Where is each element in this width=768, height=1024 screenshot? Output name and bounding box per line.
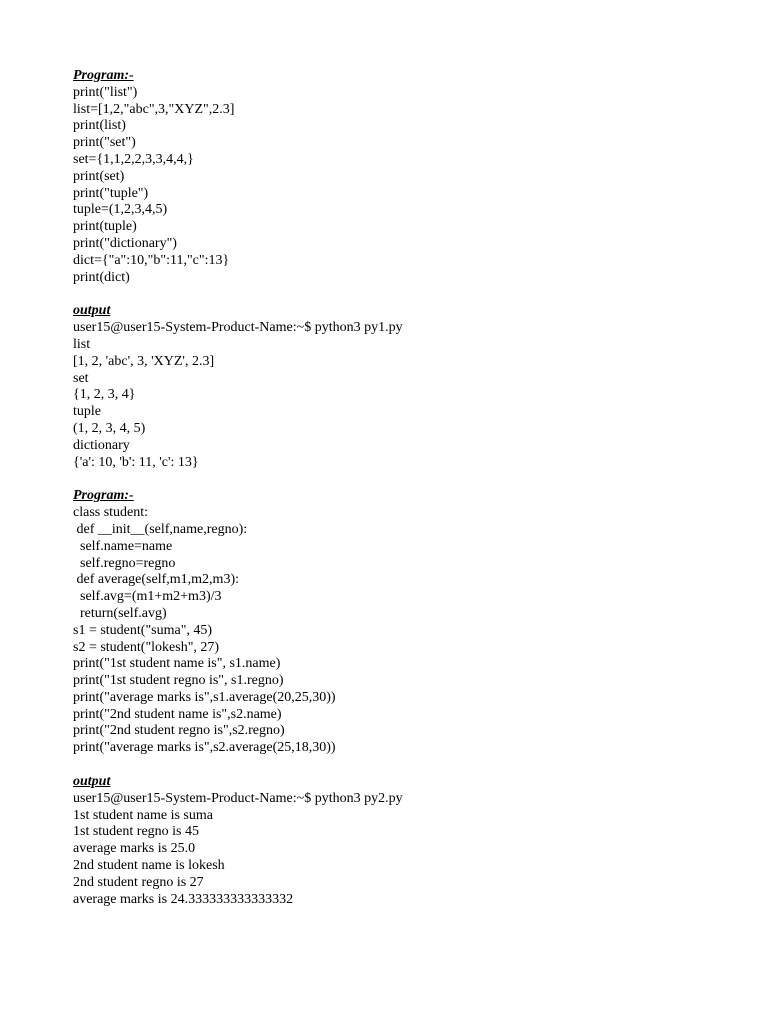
output-line: tuple [73,404,101,420]
output-line: (1, 2, 3, 4, 5) [73,420,146,436]
output-line: [1, 2, 'abc', 3, 'XYZ', 2.3] [73,353,215,369]
code-line: self.avg=(m1+m2+m3)/3 [73,589,222,605]
output-line: user15@user15-System-Product-Name:~$ python3 py2.py [73,790,403,806]
output-line: set [73,370,89,386]
code-line: print(list) [73,118,126,134]
code-line: s1 = student("suma", 45) [73,622,213,638]
section-heading: output [73,303,111,319]
code-line: set={1,1,2,2,3,3,4,4,} [73,151,194,167]
code-line: def __init__(self,name,regno): [73,521,248,537]
output-line: {'a': 10, 'b': 11, 'c': 13} [73,454,199,470]
code-line: print("set") [73,135,136,151]
program-section-1 [73,68,733,286]
code-line: self.name=name [73,538,173,554]
code-line: class student: [73,505,149,521]
code-line: print("average marks is",s1.average(20,25,30)) [73,689,336,705]
code-line: print(set) [73,168,125,184]
output-line: list [73,336,91,352]
code-line: list=[1,2,"abc",3,"XYZ",2.3] [73,101,235,117]
output-line: {1, 2, 3, 4} [73,387,136,403]
code-line: return(self.avg) [73,605,167,621]
output-section-2 [73,774,733,908]
code-line: dict={"a":10,"b":11,"c":13} [73,252,230,268]
output-line: user15@user15-System-Product-Name:~$ python3 py1.py [73,320,403,336]
program-section-2 [73,488,733,757]
code-line: print(dict) [73,269,130,285]
code-line: def average(self,m1,m2,m3): [73,572,239,588]
output-line: 2nd student name is lokesh [73,858,225,874]
section-heading: output [73,774,111,790]
output-line: 2nd student regno is 27 [73,874,204,890]
section-heading: Program:- [73,68,134,83]
document-page [73,68,733,908]
output-line: average marks is 24.333333333333332 [73,891,294,907]
code-line: print("2nd student name is",s2.name) [73,706,282,722]
output-line: 1st student name is suma [73,807,213,823]
code-line: print("1st student name is", s1.name) [73,656,281,672]
code-line: s2 = student("lokesh", 27) [73,639,220,655]
output-line: average marks is 25.0 [73,841,196,857]
code-line: print(tuple) [73,219,137,235]
section-heading: Program:- [73,488,134,504]
code-line: print("dictionary") [73,235,177,251]
code-line: tuple=(1,2,3,4,5) [73,202,168,218]
code-line: print("1st student regno is", s1.regno) [73,673,284,689]
code-line: print("tuple") [73,185,149,201]
code-line: print("2nd student regno is",s2.regno) [73,723,285,739]
output-section-1 [73,303,733,471]
code-line: print("average marks is",s2.average(25,18,30)) [73,740,336,756]
code-line: self.regno=regno [73,555,176,571]
code-line: print("list") [73,84,138,100]
output-line: 1st student regno is 45 [73,824,199,840]
output-line: dictionary [73,437,130,453]
